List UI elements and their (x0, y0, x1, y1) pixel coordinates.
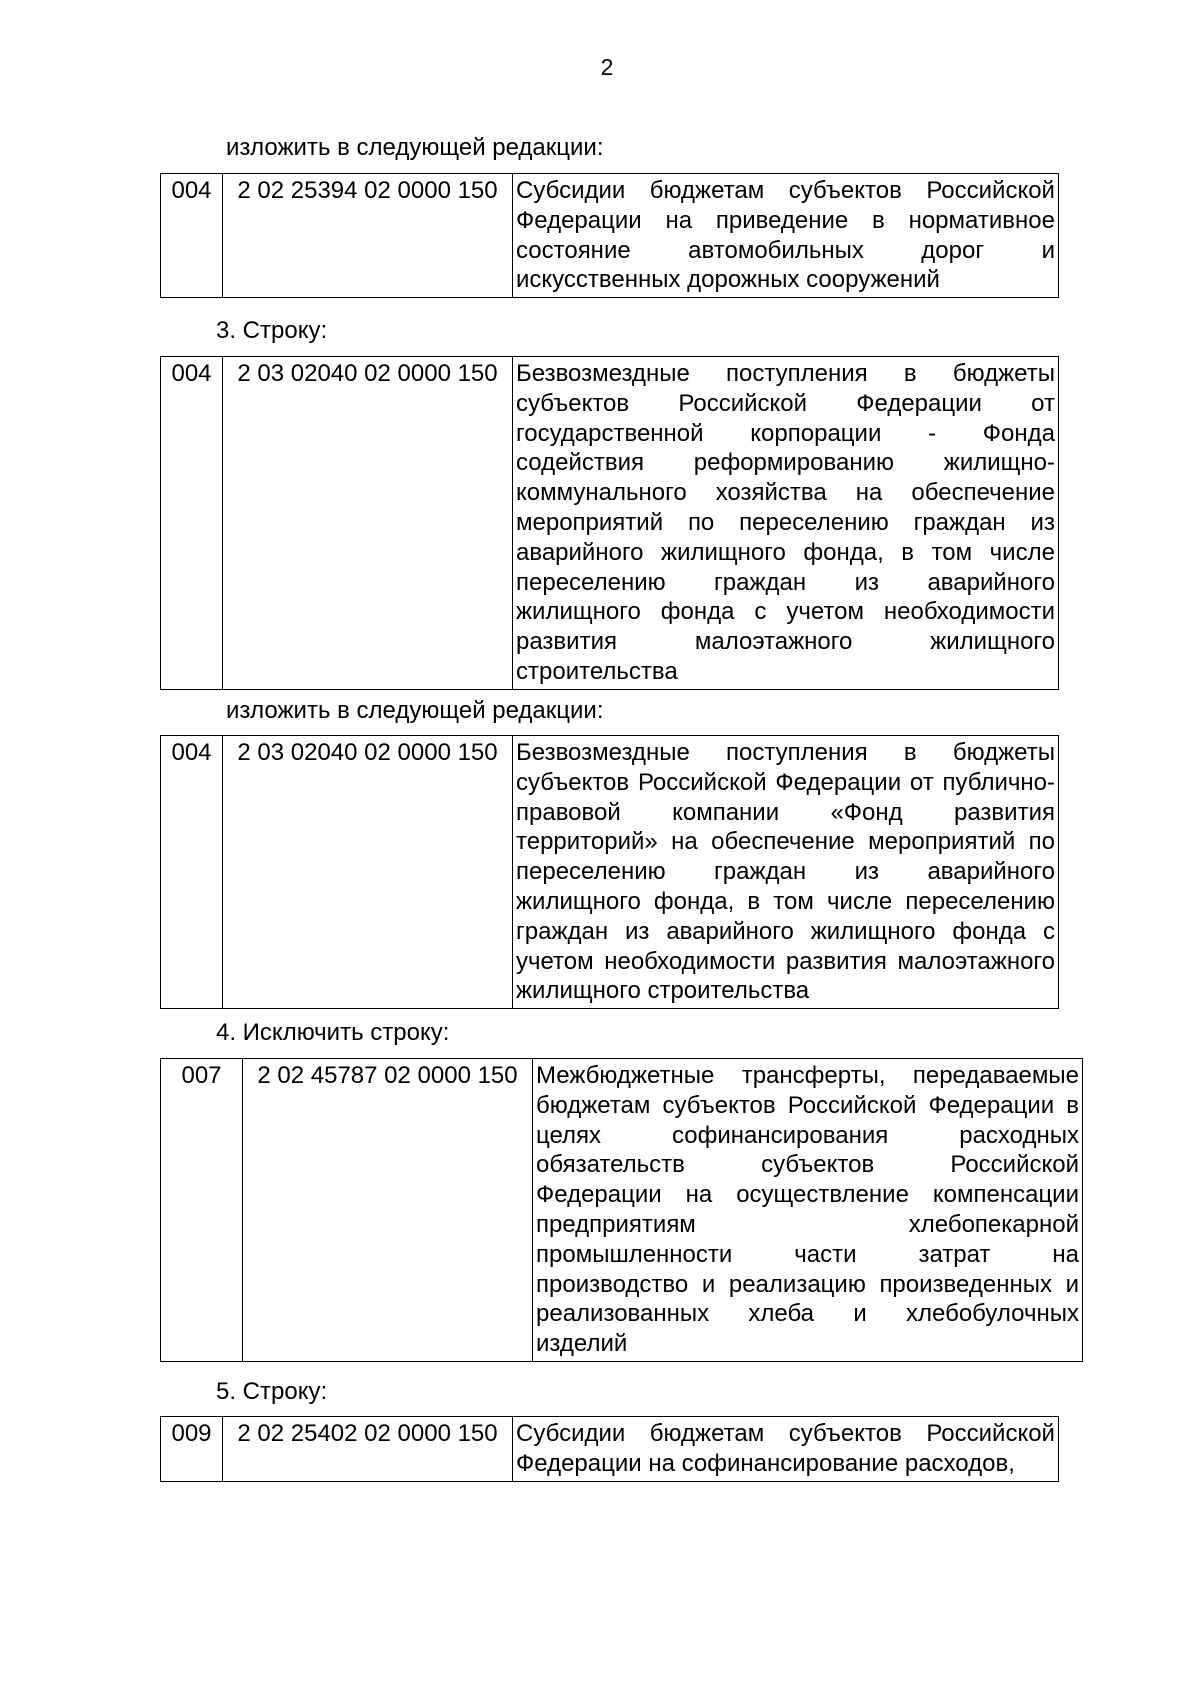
description-word: и (1041, 236, 1055, 264)
budget-code-cell: 2 02 25402 02 0000 150 (223, 1417, 513, 1482)
instruction-text: 3. Строку: (216, 317, 328, 344)
description-word: фонда (660, 598, 735, 626)
description-line: изделий (536, 1330, 628, 1358)
description-word: обязательств (536, 1151, 685, 1179)
instruction-text: 4. Исключить строку: (216, 1019, 450, 1046)
admin-code-cell: 004 (161, 357, 223, 690)
description-line (516, 206, 1055, 236)
description-word: фонда, (653, 887, 735, 915)
description-word: поступления (726, 739, 868, 766)
description-cell (513, 1417, 1059, 1482)
description-word: аварийного (666, 917, 794, 945)
description-word: из (854, 568, 880, 596)
description-word: расходных (959, 1121, 1079, 1149)
description-word: числе (827, 887, 893, 915)
description-word: - (928, 419, 937, 447)
description-word: субъектов (788, 177, 902, 204)
description-word: реализованных (536, 1300, 710, 1328)
description-line: жилищного строительства (516, 977, 810, 1005)
description-line (516, 176, 1055, 206)
description-word: целях (536, 1121, 602, 1149)
description-word: предприятиям (536, 1210, 696, 1238)
description-word: Субсидии (516, 177, 626, 204)
description-word: в (747, 887, 761, 915)
description-word: переселению (516, 568, 666, 596)
description-word: хлеба (748, 1300, 815, 1328)
description-word: мероприятий (516, 508, 664, 536)
description-word: граждан (913, 508, 1006, 536)
description-line (516, 1419, 1055, 1449)
table-row (161, 357, 1059, 690)
description-line (536, 1299, 1079, 1329)
description-word: Фонда (982, 419, 1055, 447)
description-word: содействия (516, 449, 644, 477)
description-line (516, 389, 1055, 419)
budget-table (160, 735, 1059, 1009)
description-word: произведенных (879, 1270, 1052, 1298)
description-word: трансферты, (741, 1062, 886, 1089)
description-line (516, 738, 1055, 768)
description-word: жилищного (930, 628, 1055, 656)
budget-code-cell: 2 03 02040 02 0000 150 (223, 357, 513, 690)
description-word: Федерации (928, 1091, 1055, 1119)
description-word: бюджеты (952, 739, 1055, 766)
description-word: учетом (786, 598, 864, 626)
description-word: субъектов (788, 1420, 902, 1447)
description-word: в (872, 206, 885, 234)
description-line (516, 798, 1055, 828)
description-line: искусственных дорожных сооружений (516, 266, 940, 294)
description-word: с (1043, 917, 1055, 945)
description-word: Безвозмездные (516, 739, 690, 766)
description-word: Российской (950, 1151, 1079, 1179)
table-row (161, 736, 1059, 1009)
description-line (536, 1061, 1079, 1091)
description-word: на (665, 206, 693, 234)
description-word: переселению (739, 508, 889, 536)
description-word: корпорации (750, 419, 882, 447)
description-word: по (1028, 828, 1055, 856)
description-word: передаваемые (912, 1062, 1079, 1089)
description-line (516, 887, 1055, 917)
description-cell (513, 736, 1059, 1009)
budget-code-cell: 2 03 02040 02 0000 150 (223, 736, 513, 1009)
description-word: приведение (715, 206, 849, 234)
description-word: числе (989, 538, 1055, 566)
description-word: хозяйства (715, 479, 827, 507)
description-line (536, 1270, 1079, 1300)
description-word: на (671, 828, 698, 856)
description-word: переселению (905, 887, 1055, 915)
description-word: из (1030, 508, 1055, 536)
budget-table (160, 173, 1059, 298)
description-word: граждан (714, 858, 807, 886)
description-word: учетом (516, 947, 594, 975)
description-cell (513, 174, 1059, 298)
description-line (536, 1121, 1079, 1151)
description-word: поступления (726, 360, 868, 387)
description-line (516, 508, 1055, 538)
description-word: автомобильных (688, 236, 864, 264)
description-word: необходимости (883, 598, 1055, 626)
description-line (516, 768, 1055, 798)
description-word: том (931, 538, 973, 566)
description-word: компании (672, 798, 780, 826)
description-word: Субсидии (516, 1420, 626, 1447)
description-word: территорий» (516, 828, 658, 856)
description-word: Российской (637, 768, 767, 796)
description-word: бюджетам (649, 1420, 765, 1447)
description-word: Федерации (775, 768, 902, 796)
budget-table (160, 356, 1059, 690)
description-word: жилищного (661, 538, 786, 566)
instruction-text: изложить в следующей редакции: (226, 697, 604, 724)
description-line (516, 448, 1055, 478)
description-word: развития (516, 628, 617, 656)
description-word: малоэтажного (897, 947, 1055, 975)
description-word: софинансирования (672, 1121, 889, 1149)
description-word: мероприятий (868, 828, 1016, 856)
description-word: Российской (678, 389, 808, 417)
description-word: в (903, 739, 917, 766)
description-line (516, 568, 1055, 598)
description-word: в (901, 538, 915, 566)
description-word: субъектов (761, 1151, 875, 1179)
description-word: обеспечение (911, 479, 1055, 507)
description-word: субъектов (516, 768, 630, 796)
description-word: фонда (952, 917, 1027, 945)
description-line (516, 627, 1055, 657)
description-word: осуществление (736, 1181, 909, 1209)
description-word: Российской (787, 1091, 917, 1119)
description-word: Межбюджетные (536, 1062, 715, 1089)
description-word: необходимости (604, 947, 776, 975)
instruction-text: 5. Строку: (216, 1378, 328, 1405)
description-word: том (773, 887, 814, 915)
description-word: реализацию (728, 1270, 866, 1298)
description-word: жилищного (810, 917, 936, 945)
description-word: затрат (918, 1240, 991, 1268)
description-line (536, 1150, 1079, 1180)
description-line (516, 538, 1055, 568)
description-word: компенсации (932, 1181, 1079, 1209)
description-line (516, 478, 1055, 508)
description-line (536, 1210, 1079, 1240)
admin-code-cell: 004 (161, 736, 223, 1009)
description-word: части (794, 1240, 857, 1268)
description-line (536, 1180, 1079, 1210)
description-line (516, 917, 1055, 947)
budget-table (160, 1058, 1083, 1362)
description-line: строительства (516, 657, 678, 685)
description-cell (513, 357, 1059, 690)
description-word: Российской (926, 177, 1055, 204)
description-word: аварийного (516, 538, 644, 566)
page-number: 2 (600, 54, 614, 80)
description-line (516, 419, 1055, 449)
admin-code-cell: 007 (161, 1059, 243, 1362)
description-word: переселению (516, 858, 666, 886)
description-word: малоэтажного (694, 628, 853, 656)
description-word: публично- (942, 768, 1055, 796)
description-word: Безвозмездные (516, 360, 690, 387)
description-word: жилищно- (943, 449, 1055, 477)
description-word: и (1065, 1270, 1079, 1298)
description-word: Российской (926, 1420, 1055, 1447)
description-word: по (687, 508, 715, 536)
instruction-text: изложить в следующей редакции: (226, 134, 604, 161)
description-line (536, 1091, 1079, 1121)
admin-code-cell: 004 (161, 174, 223, 298)
budget-table (160, 1416, 1059, 1482)
description-line (536, 1240, 1079, 1270)
description-word: Федерации (536, 1181, 662, 1209)
description-word: хлебопекарной (908, 1210, 1079, 1238)
description-word: с (754, 598, 767, 626)
description-word: в (1066, 1091, 1079, 1119)
description-word: правовой (516, 798, 621, 826)
description-word: хлебобулочных (906, 1300, 1079, 1328)
description-word: жилищного (516, 598, 641, 626)
description-word: из (854, 858, 880, 886)
description-word: дорог (921, 236, 985, 264)
description-word: фонда, (803, 538, 884, 566)
description-word: производство (536, 1270, 689, 1298)
admin-code-cell: 009 (161, 1417, 223, 1482)
description-word: на (855, 479, 883, 507)
description-word: на (685, 1181, 713, 1209)
description-word: развития (953, 798, 1055, 826)
description-word: и (853, 1300, 867, 1328)
description-word: от (909, 768, 934, 796)
description-word: состояние (516, 236, 631, 264)
description-word: Федерации (516, 206, 642, 234)
description-word: бюджетам (536, 1091, 651, 1119)
budget-code-cell: 2 02 25394 02 0000 150 (223, 174, 513, 298)
description-word: жилищного (516, 887, 641, 915)
description-word: обеспечение (711, 828, 855, 856)
description-word: нормативное (908, 206, 1055, 234)
table-row (161, 1059, 1083, 1362)
description-line (516, 857, 1055, 887)
description-word: граждан (714, 568, 807, 596)
description-word: развития (785, 947, 887, 975)
description-word: из (625, 917, 650, 945)
description-word: аварийного (927, 858, 1055, 886)
description-word: на (1052, 1240, 1079, 1268)
table-row (161, 174, 1059, 298)
description-word: бюджеты (952, 360, 1055, 387)
description-word: граждан (516, 917, 609, 945)
description-line: Федерации на софинансирование расходов, (516, 1449, 1015, 1477)
description-word: субъектов (516, 389, 630, 417)
description-word: «Фонд (830, 798, 903, 826)
description-word: в (903, 360, 917, 387)
description-word: промышленности (536, 1240, 733, 1268)
description-line (516, 827, 1055, 857)
description-cell (533, 1059, 1083, 1362)
description-word: бюджетам (649, 177, 765, 204)
table-row (161, 1417, 1059, 1482)
description-word: Федерации (856, 389, 982, 417)
description-word: аварийного (927, 568, 1055, 596)
budget-code-cell: 2 02 45787 02 0000 150 (243, 1059, 533, 1362)
description-line (516, 947, 1055, 977)
description-line (516, 236, 1055, 266)
description-word: государственной (516, 419, 704, 447)
description-line (516, 359, 1055, 389)
description-word: от (1031, 389, 1055, 417)
description-word: реформированию (693, 449, 894, 477)
description-line (516, 597, 1055, 627)
description-word: и (701, 1270, 716, 1298)
description-word: коммунального (516, 479, 687, 507)
description-word: субъектов (662, 1091, 776, 1119)
